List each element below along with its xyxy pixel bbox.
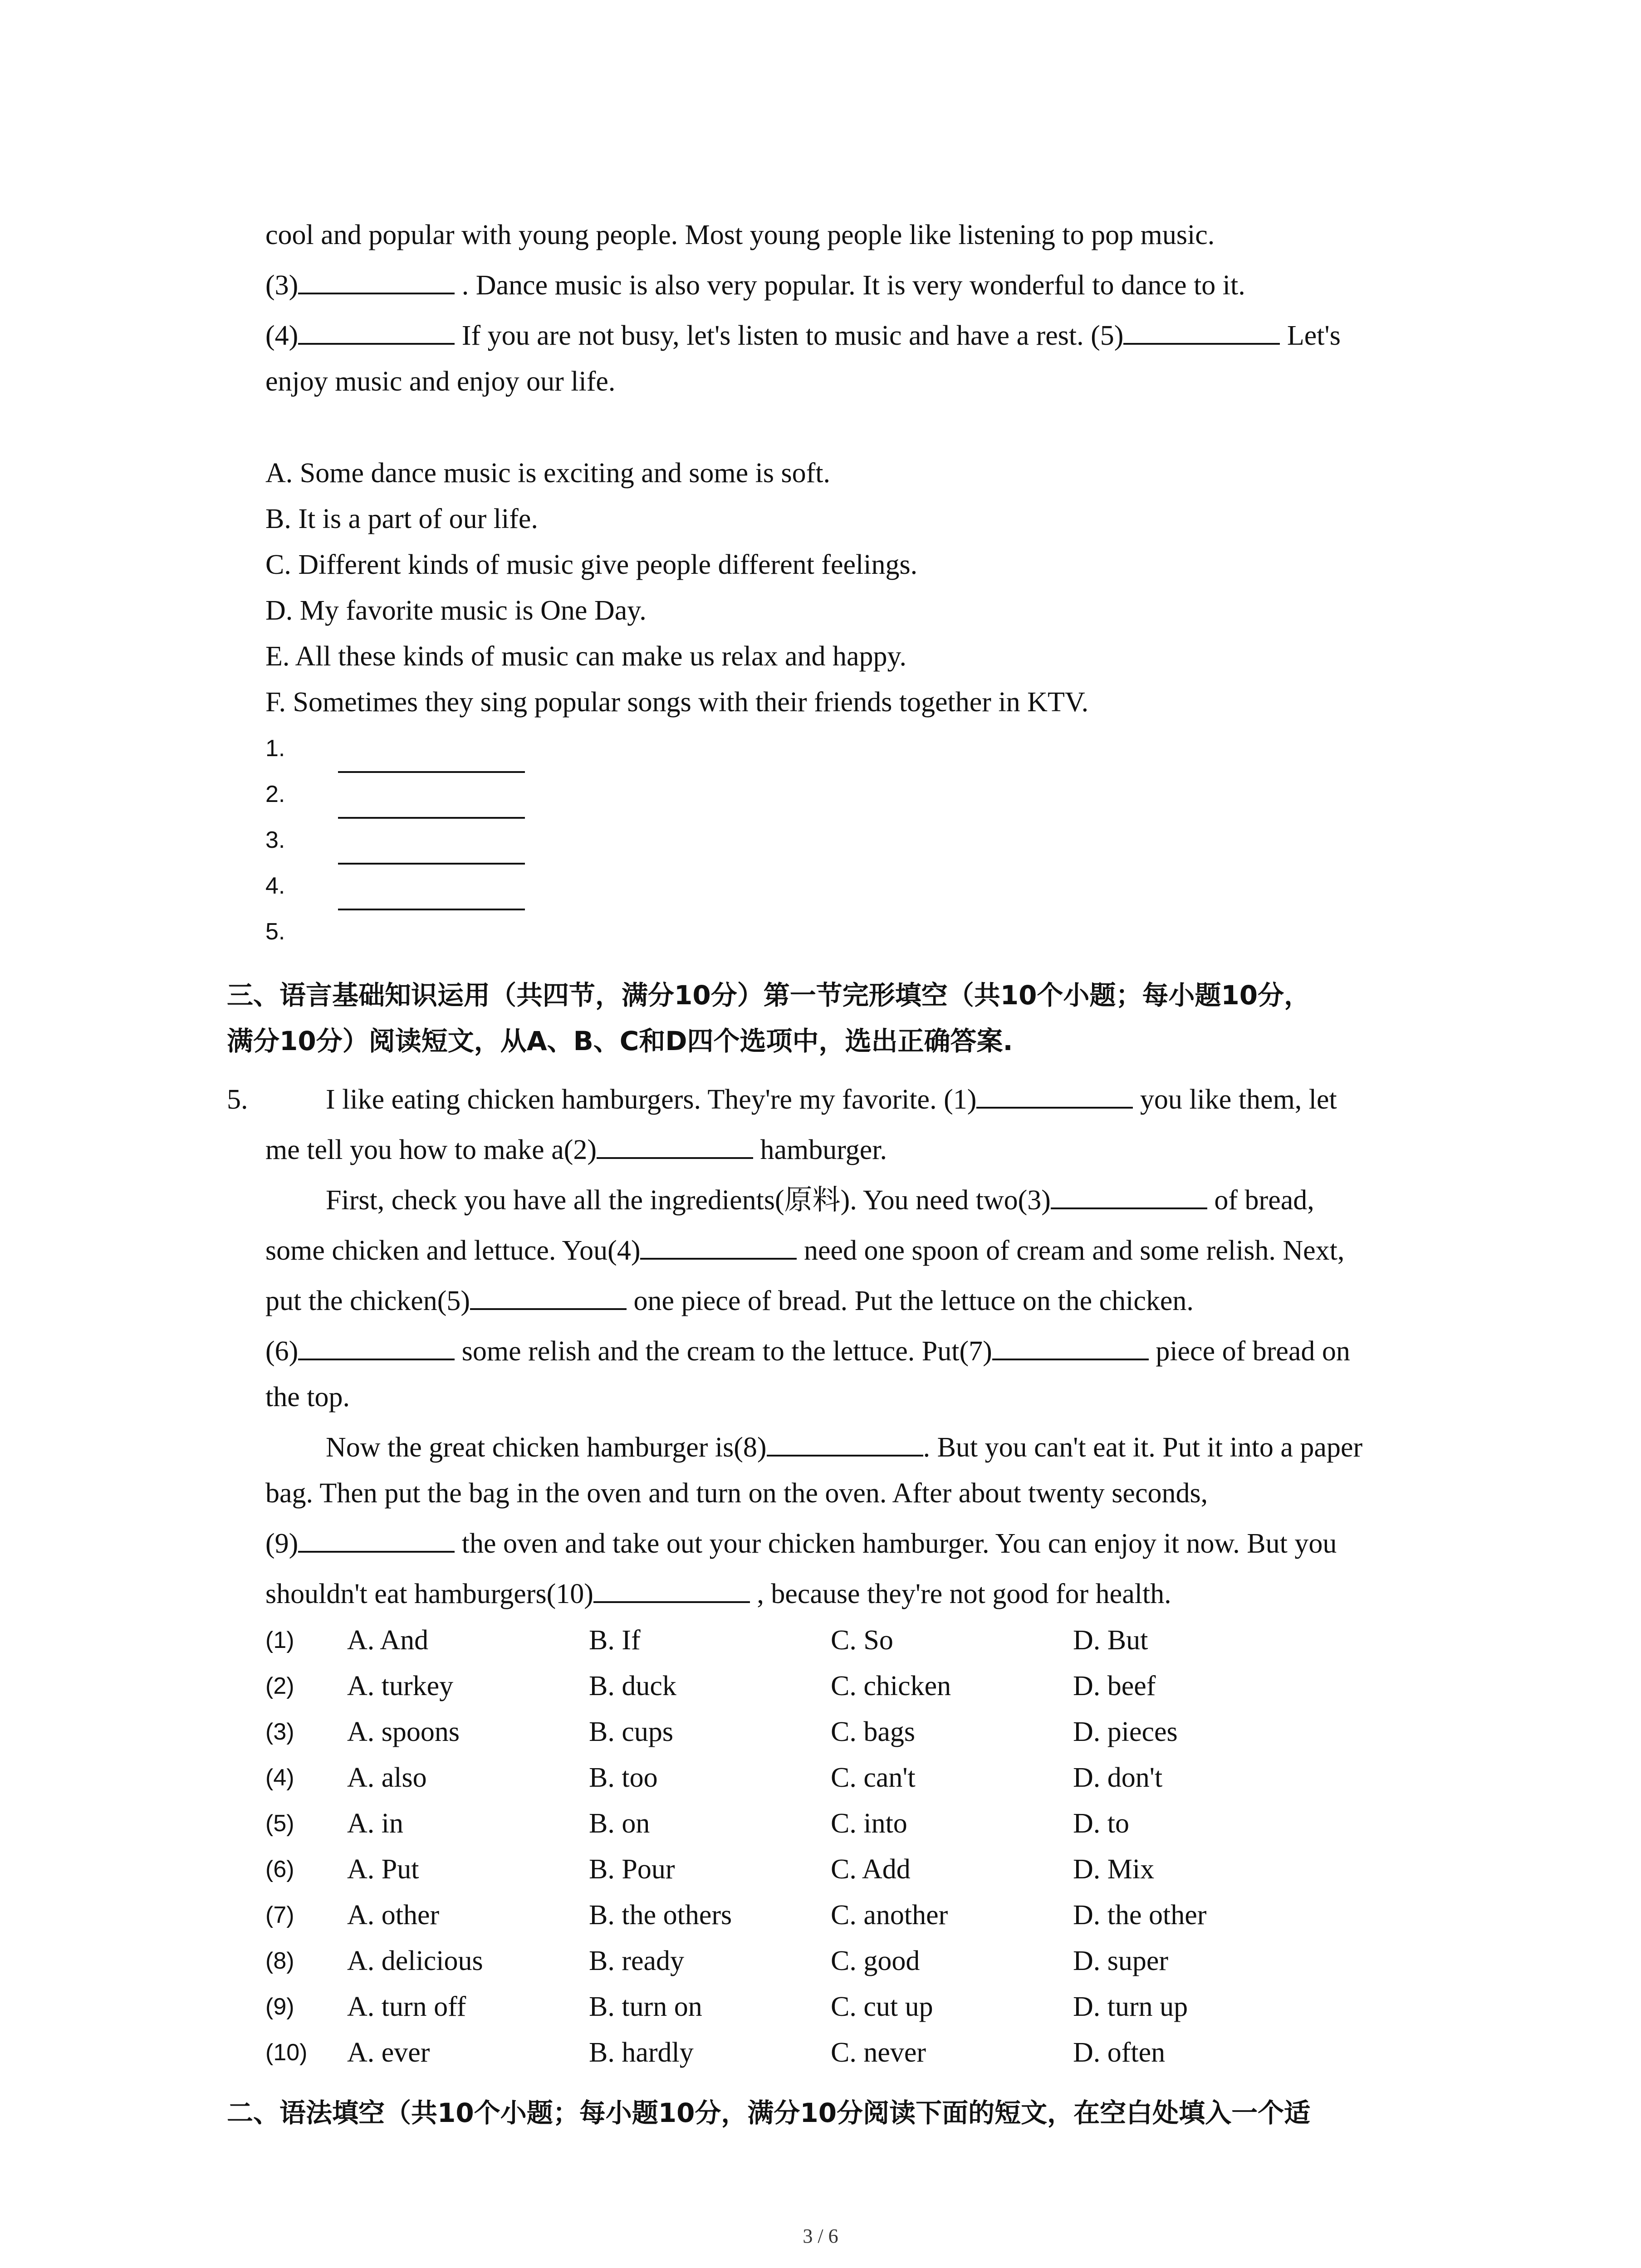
answer-number: 4. xyxy=(265,873,285,899)
option-item: D. My favorite music is One Day. xyxy=(265,595,647,626)
choice-row xyxy=(265,1669,1354,1705)
choice-c[interactable]: C. Add xyxy=(831,1854,911,1885)
choice-d[interactable]: D. beef xyxy=(1073,1671,1156,1701)
answer-blank[interactable] xyxy=(593,1577,750,1603)
choice-c[interactable]: C. bags xyxy=(831,1716,915,1747)
choice-number: (7) xyxy=(265,1902,294,1928)
answer-blank[interactable] xyxy=(298,1334,455,1360)
passage-line: put the chicken(5) one piece of bread. Put the lettuce on the chicken. xyxy=(265,1284,1194,1318)
section-heading: 三、语言基础知识运用（共四节，满分10分）第一节完形填空（共10个小题；每小题10分， xyxy=(227,980,1311,1011)
choice-b[interactable]: B. hardly xyxy=(589,2037,694,2068)
choice-c[interactable]: C. into xyxy=(831,1808,907,1839)
choice-c[interactable]: C. chicken xyxy=(831,1671,951,1701)
option-item: E. All these kinds of music can make us relax and happy. xyxy=(265,641,907,672)
passage-line: (4) If you are not busy, let's listen to music and have a rest. (5) Let's xyxy=(265,318,1341,353)
choice-row xyxy=(265,1852,1354,1888)
passage-line: shouldn't eat hamburgers(10) , because they're not good for health. xyxy=(265,1577,1171,1611)
choice-a[interactable]: A. other xyxy=(347,1900,440,1931)
choice-a[interactable]: A. also xyxy=(347,1762,427,1793)
answer-number: 1. xyxy=(265,735,285,762)
choice-row xyxy=(265,1944,1354,1980)
answer-blank[interactable] xyxy=(992,1334,1149,1360)
answer-blank[interactable] xyxy=(597,1133,753,1159)
passage-line: First, check you have all the ingredients(原料). You need two(3) of bread, xyxy=(326,1183,1314,1217)
choice-d[interactable]: D. But xyxy=(1073,1625,1148,1656)
passage-line: (3) . Dance music is also very popular. It is very wonderful to dance to it. xyxy=(265,268,1245,303)
answer-number: 2. xyxy=(265,781,285,807)
passage-line: enjoy music and enjoy our life. xyxy=(265,366,616,397)
answer-blank[interactable] xyxy=(1123,318,1280,345)
choice-a[interactable]: A. spoons xyxy=(347,1716,460,1747)
section-heading: 二、语法填空（共10个小题；每小题10分，满分10分阅读下面的短文，在空白处填入一个适 xyxy=(227,2097,1311,2128)
choice-row xyxy=(265,1989,1354,2026)
answer-line[interactable] xyxy=(338,817,525,819)
choice-d[interactable]: D. to xyxy=(1073,1808,1129,1839)
section-heading: 满分10分）阅读短文，从A、B、C和D四个选项中，选出正确答案. xyxy=(227,1026,1013,1056)
choice-number: (10) xyxy=(265,2039,308,2066)
choice-a[interactable]: A. ever xyxy=(347,2037,430,2068)
choice-c[interactable]: C. another xyxy=(831,1900,948,1931)
choice-row xyxy=(265,1898,1354,1934)
choice-b[interactable]: B. If xyxy=(589,1625,641,1656)
choice-b[interactable]: B. the others xyxy=(589,1900,732,1931)
option-item: B. It is a part of our life. xyxy=(265,503,538,534)
choice-row xyxy=(265,1806,1354,1843)
choice-d[interactable]: D. turn up xyxy=(1073,1991,1188,2022)
choice-number: (2) xyxy=(265,1673,294,1699)
choice-b[interactable]: B. cups xyxy=(589,1716,673,1747)
answer-blank[interactable] xyxy=(1051,1183,1207,1209)
choice-c[interactable]: C. good xyxy=(831,1945,920,1976)
choice-number: (5) xyxy=(265,1810,294,1837)
choice-c[interactable]: C. So xyxy=(831,1625,893,1656)
choice-a[interactable]: A. Put xyxy=(347,1854,419,1885)
choice-b[interactable]: B. turn on xyxy=(589,1991,702,2022)
passage-line: (6) some relish and the cream to the lettuce. Put(7) piece of bread on xyxy=(265,1334,1350,1369)
answer-blank[interactable] xyxy=(298,318,455,345)
option-item: C. Different kinds of music give people different feelings. xyxy=(265,549,918,580)
choice-d[interactable]: D. Mix xyxy=(1073,1854,1155,1885)
passage-line: me tell you how to make a(2) hamburger. xyxy=(265,1133,887,1167)
choice-number: (4) xyxy=(265,1765,294,1791)
choice-d[interactable]: D. don't xyxy=(1073,1762,1163,1793)
passage-line: Now the great chicken hamburger is(8) . But you can't eat it. Put it into a paper xyxy=(326,1430,1362,1465)
choice-a[interactable]: A. in xyxy=(347,1808,403,1839)
choice-c[interactable]: C. cut up xyxy=(831,1991,933,2022)
choice-c[interactable]: C. can't xyxy=(831,1762,916,1793)
page-number: 3 / 6 xyxy=(803,2225,838,2247)
choice-number: (1) xyxy=(265,1627,294,1653)
choice-b[interactable]: B. too xyxy=(589,1762,658,1793)
choice-a[interactable]: A. turn off xyxy=(347,1991,466,2022)
answer-blank[interactable] xyxy=(976,1082,1133,1109)
answer-line[interactable] xyxy=(338,771,525,773)
choice-number: (8) xyxy=(265,1948,294,1974)
answer-line[interactable] xyxy=(338,863,525,865)
choice-d[interactable]: D. the other xyxy=(1073,1900,1207,1931)
answer-line[interactable] xyxy=(338,909,525,910)
passage-line: some chicken and lettuce. You(4) need one spoon of cream and some relish. Next, xyxy=(265,1233,1344,1268)
choice-d[interactable]: D. super xyxy=(1073,1945,1169,1976)
choice-b[interactable]: B. duck xyxy=(589,1671,676,1701)
choice-row xyxy=(265,1623,1354,1659)
choice-b[interactable]: B. on xyxy=(589,1808,650,1839)
choice-row xyxy=(265,2035,1354,2072)
answer-blank[interactable] xyxy=(640,1233,797,1260)
choice-b[interactable]: B. ready xyxy=(589,1945,685,1976)
answer-blank[interactable] xyxy=(298,1526,455,1553)
choice-row xyxy=(265,1760,1354,1797)
passage-line: (9) the oven and take out your chicken hamburger. You can enjoy it now. But you xyxy=(265,1526,1337,1561)
choice-a[interactable]: A. delicious xyxy=(347,1945,483,1976)
answer-blank[interactable] xyxy=(298,268,455,294)
answer-number: 3. xyxy=(265,827,285,853)
passage-line: I like eating chicken hamburgers. They're my favorite. (1) you like them, let xyxy=(326,1082,1337,1117)
choice-number: (3) xyxy=(265,1719,294,1745)
choice-row xyxy=(265,1715,1354,1751)
choice-d[interactable]: D. pieces xyxy=(1073,1716,1178,1747)
choice-c[interactable]: C. never xyxy=(831,2037,926,2068)
answer-blank[interactable] xyxy=(470,1284,627,1310)
option-item: F. Sometimes they sing popular songs with their friends together in KTV. xyxy=(265,687,1089,718)
answer-number: 5. xyxy=(265,919,285,945)
choice-a[interactable]: A. And xyxy=(347,1625,429,1656)
option-item: A. Some dance music is exciting and some is soft. xyxy=(265,458,830,489)
answer-blank[interactable] xyxy=(767,1430,923,1457)
choice-a[interactable]: A. turkey xyxy=(347,1671,454,1701)
choice-b[interactable]: B. Pour xyxy=(589,1854,675,1885)
choice-number: (6) xyxy=(265,1856,294,1882)
question-number: 5. xyxy=(227,1084,248,1115)
passage-line: cool and popular with young people. Most young people like listening to pop music. xyxy=(265,220,1215,250)
passage-line: the top. xyxy=(265,1382,350,1413)
choice-number: (9) xyxy=(265,1994,294,2020)
choice-d[interactable]: D. often xyxy=(1073,2037,1166,2068)
passage-line: bag. Then put the bag in the oven and turn on the oven. After about twenty seconds, xyxy=(265,1478,1208,1509)
